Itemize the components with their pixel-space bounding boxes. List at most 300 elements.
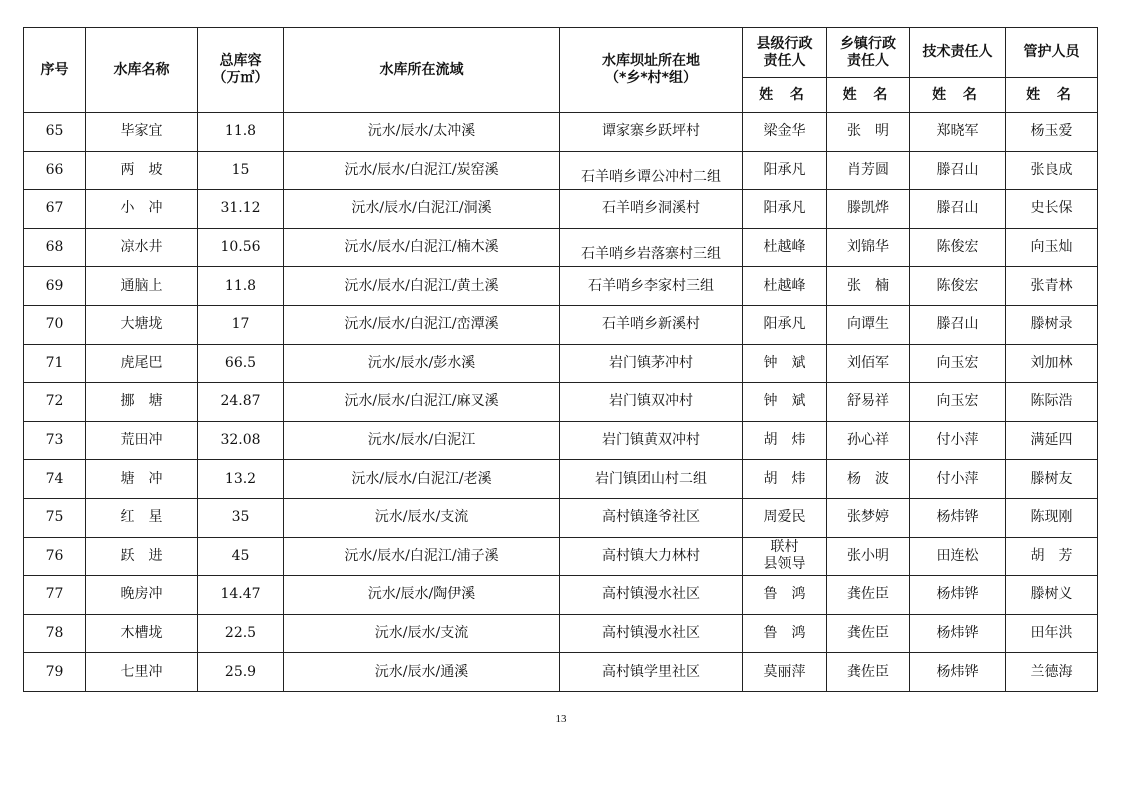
cell-tech xyxy=(910,383,1006,422)
cell-seq xyxy=(24,460,86,499)
cell-seq-text: 69 xyxy=(45,277,64,294)
cell-capacity-text: 32.08 xyxy=(220,432,261,449)
cell-capacity-text: 35 xyxy=(231,509,250,526)
cell-county xyxy=(743,614,827,653)
cell-guard xyxy=(1006,267,1098,306)
cell-county xyxy=(743,653,827,692)
cell-county-text: 周爱民 xyxy=(763,509,806,526)
cell-seq xyxy=(24,344,86,383)
cell-location xyxy=(560,576,743,615)
table-row xyxy=(24,460,1098,499)
cell-location-text: 谭家寨乡跃坪村 xyxy=(602,123,700,140)
table-row xyxy=(24,305,1098,344)
cell-basin xyxy=(284,383,560,422)
cell-town xyxy=(827,537,910,576)
cell-capacity xyxy=(198,190,284,229)
cell-town xyxy=(827,460,910,499)
table-row xyxy=(24,653,1098,692)
cell-location-text: 岩门镇双冲村 xyxy=(609,393,693,410)
cell-guard-text: 兰德海 xyxy=(1030,663,1073,680)
cell-guard xyxy=(1006,460,1098,499)
cell-seq xyxy=(24,576,86,615)
cell-basin xyxy=(284,228,560,267)
cell-name xyxy=(86,653,198,692)
cell-name-text: 凉水井 xyxy=(120,239,163,256)
cell-guard xyxy=(1006,498,1098,537)
header-seq: 序号 xyxy=(24,28,86,113)
cell-capacity-text: 14.47 xyxy=(220,586,261,603)
cell-capacity xyxy=(198,576,284,615)
cell-county xyxy=(743,267,827,306)
cell-county-text: 莫丽萍 xyxy=(763,663,806,680)
cell-name-text: 两 坡 xyxy=(120,161,163,178)
cell-location-text: 岩门镇黄双冲村 xyxy=(602,432,700,449)
cell-seq xyxy=(24,537,86,576)
cell-capacity-text: 11.8 xyxy=(224,123,257,140)
cell-county xyxy=(743,460,827,499)
cell-town xyxy=(827,190,910,229)
cell-county-text: 鲁 鸿 xyxy=(763,586,806,603)
cell-seq-text: 65 xyxy=(45,123,64,140)
cell-name-text: 毕家宜 xyxy=(120,123,163,140)
cell-name-text: 跃 进 xyxy=(120,547,163,564)
cell-basin xyxy=(284,190,560,229)
cell-name-text: 七里冲 xyxy=(120,663,163,680)
cell-capacity-text: 66.5 xyxy=(224,354,257,371)
cell-tech-text: 杨炜铧 xyxy=(936,509,979,526)
cell-guard xyxy=(1006,614,1098,653)
cell-location-text: 石羊哨乡洞溪村 xyxy=(602,200,700,217)
cell-guard-text: 滕树友 xyxy=(1030,470,1073,487)
cell-county xyxy=(743,151,827,190)
cell-name-text: 晚房冲 xyxy=(120,586,163,603)
cell-tech-text: 滕召山 xyxy=(936,200,979,217)
cell-tech-text: 向玉宏 xyxy=(936,393,979,410)
cell-county xyxy=(743,113,827,152)
cell-basin-text: 沅水/辰水/陶伊溪 xyxy=(367,586,476,603)
subheader-name: 姓 名 xyxy=(827,78,910,113)
subheader-name: 姓 名 xyxy=(910,78,1006,113)
page-number: 13 xyxy=(555,713,567,725)
cell-basin-text: 沅水/辰水/彭水溪 xyxy=(367,354,476,371)
cell-tech-text: 杨炜铧 xyxy=(936,625,979,642)
cell-guard xyxy=(1006,576,1098,615)
cell-name-text: 小 冲 xyxy=(120,200,163,217)
cell-town xyxy=(827,305,910,344)
cell-basin xyxy=(284,344,560,383)
cell-basin-text: 沅水/辰水/白泥江/洞溪 xyxy=(351,200,492,217)
cell-capacity xyxy=(198,305,284,344)
cell-county-text: 鲁 鸿 xyxy=(763,625,806,642)
table-row xyxy=(24,344,1098,383)
cell-town-text: 刘佰军 xyxy=(847,354,889,371)
cell-tech xyxy=(910,190,1006,229)
cell-tech-text: 滕召山 xyxy=(936,161,979,178)
cell-name xyxy=(86,537,198,576)
cell-county-text: 胡 炜 xyxy=(763,432,806,449)
table-row xyxy=(24,151,1098,190)
cell-location xyxy=(560,383,743,422)
cell-tech xyxy=(910,151,1006,190)
header-capacity: 总库容 （万㎥） xyxy=(198,28,284,113)
cell-seq-text: 68 xyxy=(45,239,64,256)
cell-location xyxy=(560,614,743,653)
cell-capacity xyxy=(198,267,284,306)
cell-basin-text: 沅水/辰水/白泥江/峦潭溪 xyxy=(344,316,499,333)
cell-guard xyxy=(1006,228,1098,267)
cell-location xyxy=(560,113,743,152)
cell-county-text: 钟 斌 xyxy=(763,354,806,371)
cell-location-text: 高村镇漫水社区 xyxy=(602,625,700,642)
cell-tech-text: 滕召山 xyxy=(936,316,979,333)
cell-tech-text: 杨炜铧 xyxy=(936,586,979,603)
cell-basin xyxy=(284,267,560,306)
cell-name xyxy=(86,113,198,152)
header-tech: 技术责任人 xyxy=(910,28,1006,78)
table-row xyxy=(24,267,1098,306)
cell-tech-text: 郑晓军 xyxy=(936,123,979,140)
cell-location xyxy=(560,151,743,190)
cell-name xyxy=(86,267,198,306)
cell-basin-text: 沅水/辰水/白泥江/楠木溪 xyxy=(344,239,499,256)
cell-guard-text: 陈现刚 xyxy=(1030,509,1073,526)
cell-seq-text: 74 xyxy=(45,470,64,487)
cell-capacity xyxy=(198,614,284,653)
table-row xyxy=(24,228,1098,267)
cell-basin xyxy=(284,113,560,152)
cell-town xyxy=(827,421,910,460)
cell-guard-text: 满延四 xyxy=(1030,432,1073,449)
cell-location xyxy=(560,460,743,499)
cell-seq xyxy=(24,383,86,422)
cell-location xyxy=(560,653,743,692)
cell-tech-text: 田连松 xyxy=(936,547,979,564)
cell-tech xyxy=(910,113,1006,152)
cell-county xyxy=(743,576,827,615)
cell-tech-text: 向玉宏 xyxy=(936,354,979,371)
cell-location xyxy=(560,421,743,460)
cell-location-text: 岩门镇茅冲村 xyxy=(609,354,693,371)
subheader-name: 姓 名 xyxy=(743,78,827,113)
cell-county-text: 钟 斌 xyxy=(763,393,806,410)
cell-guard-text: 陈际浩 xyxy=(1030,393,1073,410)
cell-tech xyxy=(910,344,1006,383)
cell-name-text: 荒田冲 xyxy=(120,432,163,449)
cell-name xyxy=(86,305,198,344)
header-county: 县级行政 责任人 xyxy=(743,28,827,78)
cell-capacity-text: 22.5 xyxy=(224,625,257,642)
cell-guard xyxy=(1006,305,1098,344)
cell-county xyxy=(743,383,827,422)
cell-guard xyxy=(1006,421,1098,460)
cell-name-text: 虎尾巴 xyxy=(120,354,163,371)
header-basin: 水库所在流域 xyxy=(284,28,560,113)
cell-town xyxy=(827,151,910,190)
cell-capacity xyxy=(198,653,284,692)
cell-name xyxy=(86,190,198,229)
cell-guard xyxy=(1006,537,1098,576)
table-row xyxy=(24,190,1098,229)
cell-guard-text: 史长保 xyxy=(1030,200,1073,217)
cell-seq xyxy=(24,267,86,306)
cell-basin xyxy=(284,421,560,460)
table-row xyxy=(24,576,1098,615)
cell-name xyxy=(86,460,198,499)
cell-basin-text: 沅水/辰水/太冲溪 xyxy=(367,123,476,140)
cell-guard-text: 滕树义 xyxy=(1030,586,1073,603)
cell-town-text: 龚佐臣 xyxy=(847,663,889,680)
cell-county-text: 阳承凡 xyxy=(763,161,806,178)
cell-capacity-text: 11.8 xyxy=(224,277,257,294)
cell-guard xyxy=(1006,383,1098,422)
cell-tech xyxy=(910,267,1006,306)
cell-name xyxy=(86,228,198,267)
cell-tech-text: 付小萍 xyxy=(936,470,979,487)
cell-county-text: 杜越峰 xyxy=(763,239,806,256)
cell-seq xyxy=(24,190,86,229)
cell-basin-text: 沅水/辰水/支流 xyxy=(374,625,469,642)
cell-basin-text: 沅水/辰水/支流 xyxy=(374,509,469,526)
cell-name xyxy=(86,421,198,460)
cell-seq-text: 77 xyxy=(45,586,64,603)
cell-town xyxy=(827,113,910,152)
cell-basin xyxy=(284,537,560,576)
cell-capacity xyxy=(198,421,284,460)
cell-town xyxy=(827,614,910,653)
table-body xyxy=(24,113,1098,692)
cell-guard xyxy=(1006,113,1098,152)
cell-seq xyxy=(24,305,86,344)
cell-location-text: 石羊哨乡新溪村 xyxy=(602,316,700,333)
header-name: 水库名称 xyxy=(86,28,198,113)
cell-seq-text: 79 xyxy=(45,663,64,680)
cell-county xyxy=(743,421,827,460)
cell-location-text: 岩门镇团山村二组 xyxy=(595,470,707,487)
cell-capacity-text: 17 xyxy=(231,316,250,333)
cell-name-text: 红 星 xyxy=(120,509,163,526)
cell-basin xyxy=(284,151,560,190)
cell-guard-text: 田年洪 xyxy=(1030,625,1073,642)
cell-seq-text: 71 xyxy=(45,354,64,371)
cell-capacity xyxy=(198,344,284,383)
header-location: 水库坝址所在地 （*乡*村*组） xyxy=(560,28,743,113)
cell-tech-text: 付小萍 xyxy=(936,432,979,449)
cell-basin xyxy=(284,653,560,692)
cell-seq xyxy=(24,113,86,152)
cell-name xyxy=(86,498,198,537)
cell-seq xyxy=(24,151,86,190)
cell-tech xyxy=(910,228,1006,267)
cell-town-text: 龚佐臣 xyxy=(847,586,889,603)
cell-capacity-text: 24.87 xyxy=(220,393,261,410)
cell-capacity xyxy=(198,383,284,422)
table-row xyxy=(24,113,1098,152)
cell-basin xyxy=(284,460,560,499)
cell-town-text: 张梦婷 xyxy=(847,509,889,526)
cell-seq-text: 76 xyxy=(45,547,64,564)
cell-tech xyxy=(910,537,1006,576)
cell-seq xyxy=(24,228,86,267)
cell-name-text: 挪 塘 xyxy=(120,393,163,410)
cell-name xyxy=(86,576,198,615)
cell-capacity-text: 25.9 xyxy=(224,663,257,680)
cell-tech xyxy=(910,653,1006,692)
cell-name-text: 木槽垅 xyxy=(120,625,163,642)
cell-town xyxy=(827,383,910,422)
cell-town-text: 滕凯烨 xyxy=(847,200,889,217)
cell-basin-text: 沅水/辰水/白泥江/黄土溪 xyxy=(344,277,499,294)
cell-location xyxy=(560,228,743,267)
cell-guard-text: 胡 芳 xyxy=(1030,547,1073,564)
table-row xyxy=(24,614,1098,653)
header-town: 乡镇行政 责任人 xyxy=(827,28,910,78)
cell-guard xyxy=(1006,344,1098,383)
cell-town-text: 向谭生 xyxy=(847,316,889,333)
cell-capacity xyxy=(198,228,284,267)
cell-town-text: 刘锦华 xyxy=(847,239,889,256)
cell-name xyxy=(86,151,198,190)
cell-basin-text: 沅水/辰水/白泥江/炭窑溪 xyxy=(344,161,499,178)
table-row xyxy=(24,421,1098,460)
cell-seq xyxy=(24,614,86,653)
table-row xyxy=(24,537,1098,576)
cell-capacity-text: 10.56 xyxy=(220,239,261,256)
cell-basin-text: 沅水/辰水/白泥江 xyxy=(367,432,476,449)
cell-name xyxy=(86,344,198,383)
cell-town-text: 张 楠 xyxy=(847,277,889,294)
cell-town-text: 张小明 xyxy=(847,547,889,564)
cell-county-text: 阳承凡 xyxy=(763,200,806,217)
cell-name-text: 通脑上 xyxy=(120,277,163,294)
cell-capacity xyxy=(198,498,284,537)
cell-town xyxy=(827,228,910,267)
cell-seq-text: 78 xyxy=(45,625,64,642)
cell-seq xyxy=(24,498,86,537)
cell-seq-text: 75 xyxy=(45,509,64,526)
cell-basin-text: 沅水/辰水/白泥江/老溪 xyxy=(351,470,492,487)
cell-location-text: 高村镇大力林村 xyxy=(602,547,700,564)
cell-tech xyxy=(910,305,1006,344)
cell-capacity xyxy=(198,537,284,576)
cell-seq-text: 67 xyxy=(45,200,64,217)
cell-guard-text: 张青林 xyxy=(1030,277,1073,294)
cell-basin xyxy=(284,305,560,344)
cell-location xyxy=(560,537,743,576)
cell-tech xyxy=(910,460,1006,499)
cell-capacity xyxy=(198,151,284,190)
cell-county-text: 联村 县领导 xyxy=(763,539,806,573)
cell-tech-text: 杨炜铧 xyxy=(936,663,979,680)
cell-location-text: 高村镇逢爷社区 xyxy=(602,509,700,526)
cell-town xyxy=(827,267,910,306)
header-guard: 管护人员 xyxy=(1006,28,1098,78)
cell-name-text: 塘 冲 xyxy=(120,470,163,487)
cell-capacity-text: 15 xyxy=(231,161,250,178)
cell-location xyxy=(560,344,743,383)
cell-seq-text: 72 xyxy=(45,393,64,410)
cell-county-text: 梁金华 xyxy=(763,123,806,140)
cell-guard-text: 杨玉爱 xyxy=(1030,123,1073,140)
table-row xyxy=(24,383,1098,422)
cell-location xyxy=(560,305,743,344)
cell-name xyxy=(86,614,198,653)
cell-county xyxy=(743,537,827,576)
cell-guard-text: 滕树录 xyxy=(1030,316,1073,333)
cell-county xyxy=(743,344,827,383)
cell-location-text: 石羊哨乡谭公冲村二组 xyxy=(581,168,721,185)
cell-tech-text: 陈俊宏 xyxy=(936,277,979,294)
cell-town-text: 杨 波 xyxy=(847,470,889,487)
cell-basin-text: 沅水/辰水/通溪 xyxy=(374,663,469,680)
cell-guard-text: 向玉灿 xyxy=(1030,239,1073,256)
cell-county xyxy=(743,228,827,267)
cell-seq xyxy=(24,421,86,460)
cell-town xyxy=(827,576,910,615)
cell-seq-text: 73 xyxy=(45,432,64,449)
cell-guard xyxy=(1006,190,1098,229)
cell-location-text: 高村镇学里社区 xyxy=(602,663,700,680)
cell-capacity xyxy=(198,460,284,499)
cell-seq xyxy=(24,653,86,692)
cell-basin xyxy=(284,576,560,615)
cell-name-text: 大塘垅 xyxy=(120,316,163,333)
cell-location-text: 高村镇漫水社区 xyxy=(602,586,700,603)
cell-town-text: 张 明 xyxy=(847,123,889,140)
cell-tech xyxy=(910,614,1006,653)
cell-basin xyxy=(284,614,560,653)
subheader-name: 姓 名 xyxy=(1006,78,1098,113)
cell-location-text: 石羊哨乡李家村三组 xyxy=(588,277,714,294)
cell-capacity-text: 13.2 xyxy=(224,470,257,487)
cell-guard xyxy=(1006,653,1098,692)
cell-guard-text: 张良成 xyxy=(1030,161,1073,178)
cell-basin-text: 沅水/辰水/白泥江/麻叉溪 xyxy=(344,393,499,410)
table-row xyxy=(24,498,1098,537)
cell-location xyxy=(560,498,743,537)
cell-town xyxy=(827,344,910,383)
cell-name xyxy=(86,383,198,422)
cell-capacity-text: 31.12 xyxy=(220,200,261,217)
cell-county xyxy=(743,498,827,537)
cell-location xyxy=(560,190,743,229)
cell-town xyxy=(827,653,910,692)
cell-county xyxy=(743,190,827,229)
cell-basin-text: 沅水/辰水/白泥江/浦子溪 xyxy=(344,547,499,564)
cell-seq-text: 70 xyxy=(45,316,64,333)
cell-capacity-text: 45 xyxy=(231,547,250,564)
cell-location-text: 石羊哨乡岩落寨村三组 xyxy=(581,246,721,263)
cell-town xyxy=(827,498,910,537)
cell-town-text: 舒易祥 xyxy=(847,393,889,410)
cell-tech xyxy=(910,576,1006,615)
table-header xyxy=(24,28,1098,113)
cell-tech xyxy=(910,498,1006,537)
cell-town-text: 龚佐臣 xyxy=(847,625,889,642)
cell-town-text: 肖芳圆 xyxy=(847,161,889,178)
cell-county-text: 阳承凡 xyxy=(763,316,806,333)
cell-capacity xyxy=(198,113,284,152)
cell-county xyxy=(743,305,827,344)
cell-location xyxy=(560,267,743,306)
cell-guard xyxy=(1006,151,1098,190)
cell-tech-text: 陈俊宏 xyxy=(936,239,979,256)
cell-county-text: 胡 炜 xyxy=(763,470,806,487)
cell-basin xyxy=(284,498,560,537)
cell-town-text: 孙心祥 xyxy=(847,432,889,449)
cell-county-text: 杜越峰 xyxy=(763,277,806,294)
reservoir-table xyxy=(23,27,1098,692)
cell-guard-text: 刘加林 xyxy=(1030,354,1073,371)
